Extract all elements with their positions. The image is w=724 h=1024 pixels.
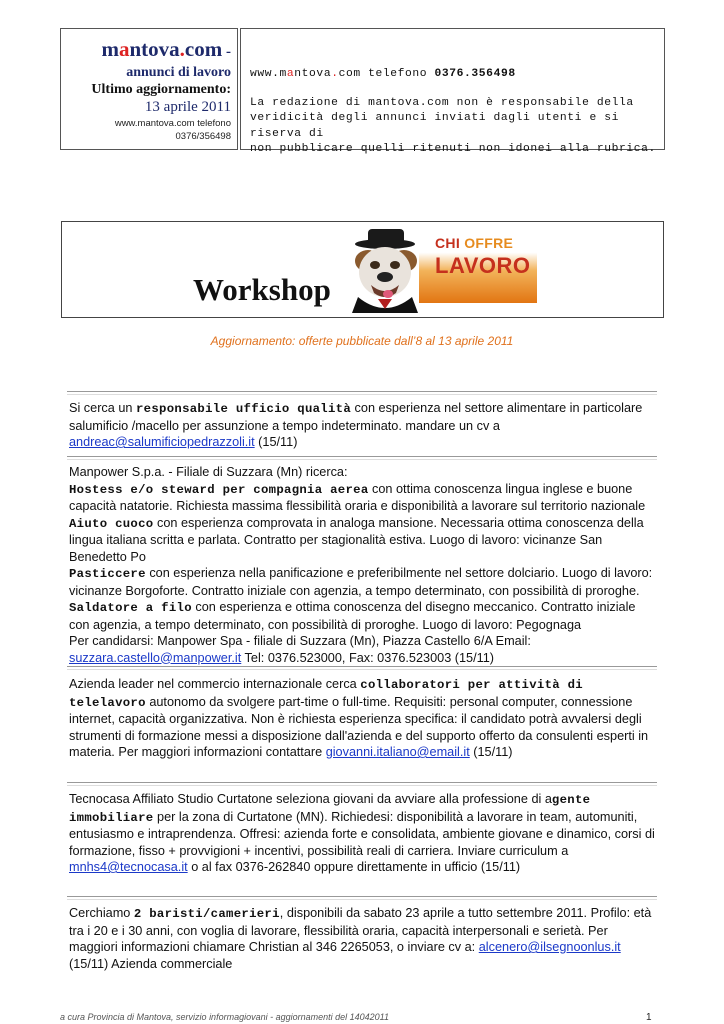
site-subtitle: annunci di lavoro bbox=[126, 65, 231, 80]
banner-title: Workshop bbox=[193, 272, 331, 307]
separator bbox=[67, 896, 657, 900]
email-link[interactable]: mnhs4@tecnocasa.it bbox=[69, 860, 188, 874]
chi-offre-lavoro-logo: CHI OFFRE LAVORO bbox=[419, 231, 537, 303]
separator bbox=[67, 782, 657, 786]
job-title: gente immobiliare bbox=[69, 793, 591, 825]
ad-baristi: Cerchiamo 2 baristi/camerieri, disponibili da sabato 23 aprile a tutto settembre 2011. Profilo: età tra i 20 e i 30 anni, con voglia di lavorare, flessibilità oraria, capacità interpersonali e serietà. Per maggiori informazioni chiamare Christian al 346 2265053, o inviare cv a: alcenero@ilsegnoonlus.it (15/11) Azienda commerciale bbox=[69, 906, 652, 971]
separator bbox=[67, 391, 657, 395]
bulldog-image bbox=[338, 227, 432, 313]
disclaimer-line-2: veridicità degli annunci inviati dagli utenti e si riserva di bbox=[250, 112, 619, 140]
disclaimer-line-1: La redazione di mantova.com non è responsabile della bbox=[250, 96, 634, 109]
job-title: responsabile ufficio qualità bbox=[136, 402, 352, 416]
ad-telelavoro: Azienda leader nel commercio internazionale cerca collaboratori per attività di telelavoro autonomo da svolgere part-time o full-time. Requisiti: personal computer, connessione internet, capacità organizzativa. Non è richiesta esperienza specifica: il candidato potrà avvalersi degli strumenti di formazione messi a disposizione dall'azienda e del supporto offerto da consulenti esperti in materia. Per maggiori informazioni contattare giovanni.italiano@email.it (15/11) bbox=[69, 677, 649, 759]
separator bbox=[67, 666, 657, 670]
email-link[interactable]: andreac@salumificiopedrazzoli.it bbox=[69, 435, 255, 449]
ad-quality-manager: Si cerca un responsabile ufficio qualità con esperienza nel settore alimentare in particolare salumificio /macello per assunzione a tempo indeterminato. mandare un cv a andreac@salumificiopedrazzoli.it (15/11) bbox=[69, 401, 643, 449]
email-link[interactable]: alcenero@ilsegnoonlus.it bbox=[478, 940, 621, 954]
job-title: 2 baristi/camerieri bbox=[133, 907, 280, 921]
phone-number: 0376.356498 bbox=[434, 68, 516, 80]
ad-tecnocasa: Tecnocasa Affiliato Studio Curtatone seleziona giovani da avviare alla professione di agente immobiliare per la zona di Curtatone (MN). Richiedesi: disponibilità a lavorare in team, automuniti, entusiasmo e intraprendenza. Offresi: azienda forte e consolidata, ambiente giovane e dinamico, corsi di formazione, fisso + provvigioni + incentivi, possibilità reali di carriera. Inviare curriculum a mnhs4@tecnocasa.it o al fax 0376-262840 oppure direttamente in ufficio (15/11) bbox=[69, 792, 655, 874]
small-phone: 0376/356498 bbox=[175, 131, 231, 142]
small-site: www.mantova.com telefono bbox=[114, 118, 231, 129]
page-footer: a cura Provincia di Mantova, servizio informagiovani - aggiornamenti del 14042011 bbox=[60, 1012, 390, 1022]
job-title: Aiuto cuoco bbox=[69, 516, 154, 531]
job-title: Saldatore a filo bbox=[69, 601, 192, 615]
job-title: collaboratori per attività di telelavoro bbox=[69, 678, 583, 710]
header-disclaimer-box bbox=[240, 28, 665, 155]
update-date: 13 aprile 2011 bbox=[144, 99, 231, 115]
update-line: Aggiornamento: offerte pubblicate dall’8 al 13 aprile 2011 bbox=[210, 334, 514, 348]
job-title: Hostess e/o steward per compagnia aerea bbox=[69, 482, 369, 497]
contact-line: www.mantova.com telefono 0376.356498 bbox=[250, 68, 516, 80]
email-link[interactable]: suzzara.castello@manpower.it bbox=[69, 650, 242, 665]
header-brand-box bbox=[60, 28, 238, 150]
email-link[interactable]: giovanni.italiano@email.it bbox=[325, 745, 470, 759]
workshop-banner bbox=[61, 221, 664, 318]
job-title: Pasticcere bbox=[69, 567, 146, 581]
site-brand: mantova.com - bbox=[101, 37, 231, 61]
page-number: 1 bbox=[646, 1012, 652, 1023]
ad-manpower: Manpower S.p.a. - Filiale di Suzzara (Mn) ricerca: Hostess e/o steward per compagnia aerea con ottima conoscenza lingua inglese e buone capacità natatorie. Richiesta massima flessibilità oraria e disponibilità a lavorare sul territorio nazionale Aiuto cuoco con esperienza comprovata in analoga mansione. Necessaria ottima conoscenza della lingua italiana scritta e parlata. Contratto per stagionalità estiva. Luogo di lavoro: vicinanze San Benedetto Po Pasticcere con esperienza nella panificazione e preferibilmente nel settore dolciario. Luogo di lavoro: vicinanze Borgoforte. Contratto iniziale con agenzia, a tempo determinato, con possibilità di proroghe. Saldatore a filo con esperienza e ottima conoscenza del disegno meccanico. Contratto iniziale con agenzia, a tempo determinato, con possibilità di proroghe. Luogo di lavoro: Pegognaga Per candidarsi: Manpower Spa - filiale di Suzzara (Mn), Piazza Castello 6/A Email: suzzara.castello@manpower.it Tel: 0376.523000, Fax: 0376.523003 (15/11) bbox=[69, 465, 653, 665]
disclaimer-line-3: non pubblicare quelli ritenuti non idonei alla rubrica. bbox=[250, 143, 656, 155]
updated-label: Ultimo aggiornamento: bbox=[91, 82, 231, 97]
separator bbox=[67, 456, 657, 460]
